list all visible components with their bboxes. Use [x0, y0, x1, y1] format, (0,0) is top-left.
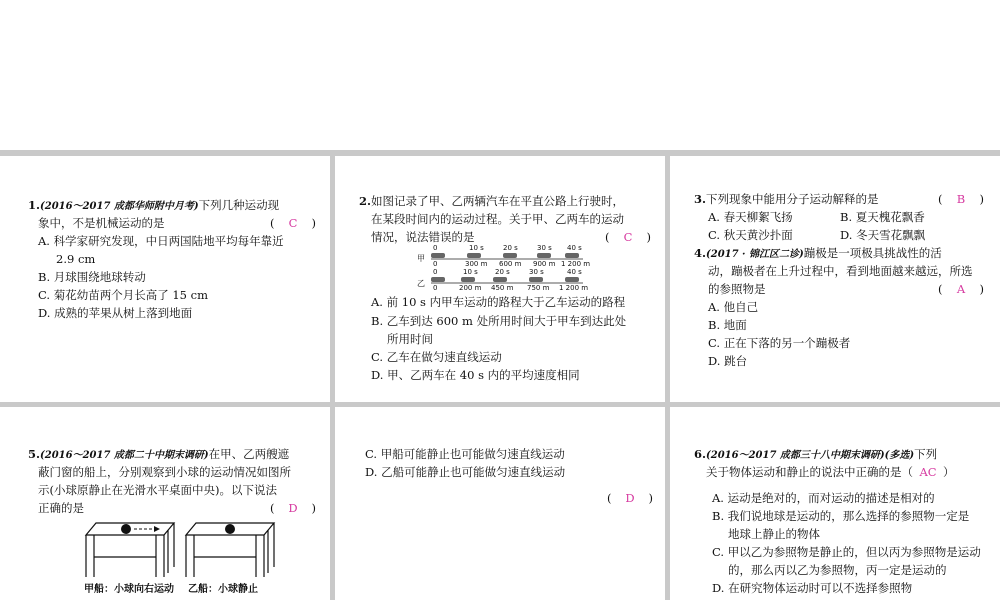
q2-yi-dist-3: 750 m [527, 284, 550, 292]
q1-stem-line-2 [38, 214, 165, 232]
q4-stem-line-3: 的参照物是 [708, 282, 766, 296]
q3-number: 3. [694, 192, 707, 206]
q6-option-a: A. 运动是绝对的，而对运动的描述是相对的 [712, 491, 935, 505]
q2-jia-dist-3: 900 m [533, 260, 556, 268]
q4-stem-line-2: 动，蹦极者在上升过程中，看到地面越来越远，所选 [708, 264, 973, 278]
q2-yi-time-3: 30 s [529, 268, 544, 276]
q2-car-figure [417, 244, 591, 292]
question-1-panel [0, 156, 330, 402]
q2-yi-dist-2: 450 m [491, 284, 514, 292]
q2-yi-dist-4: 1 200 m [559, 284, 589, 292]
q3-option-a: A. 春天柳絮飞扬 [708, 210, 793, 224]
q6-number: 6. [694, 447, 707, 461]
q1-option-a: A. 科学家研究发现，中日两国陆地平均每年靠近 [38, 234, 284, 248]
q2-stem-line-2: 在某段时间内的运动过程。关于甲、乙两车的运动 [371, 212, 624, 226]
q4-number: 4. [694, 246, 707, 260]
q1-option-b: B. 月球围绕地球转动 [38, 270, 146, 284]
q2-stem-line-3: 情况，说法错误的是 [371, 230, 475, 244]
q6-source: (2016～2017 成都三十八中期末调研)(多选) [706, 450, 915, 461]
q5-answer: D [288, 501, 298, 515]
q3-option-b: B. 夏天槐花飘香 [840, 210, 925, 224]
q6-option-b: B. 我们说地球是运动的，那么选择的参照物一定是 [712, 509, 970, 523]
q2-answer: C [623, 230, 633, 244]
q1-stem-1: 下列几种运动现 [198, 198, 280, 212]
q2-option-b: B. 乙车到达 600 m 处所用时间大于甲车到达此处 [371, 314, 627, 328]
q2-option-a: A. 前 10 s 内甲车运动的路程大于乙车运动的路程 [371, 295, 626, 309]
q5-stem-line-4: 正确的是 [38, 501, 84, 515]
q6-option-d: D. 在研究物体运动时可以不选择参照物 [712, 581, 913, 595]
q4-option-c: C. 正在下落的另一个蹦极者 [708, 336, 851, 350]
q1-option-d: D. 成熟的苹果从树上落到地面 [38, 306, 193, 320]
q4-answer-paren: ( A ) [938, 282, 984, 296]
q3-option-c: C. 秋天黄沙扑面 [708, 228, 793, 242]
q2-option-c: C. 乙车在做匀速直线运动 [371, 350, 502, 364]
q2-jia-time-2: 20 s [503, 244, 518, 252]
q3-stem: 下列现象中能用分子运动解释的是 [706, 192, 879, 206]
q5-source: (2016～2017 成都二十中期末调研) [40, 450, 209, 461]
q2-option-b-cont: 所用时间 [387, 332, 433, 346]
q5-tables-drawing [82, 519, 282, 579]
q1-option-c: C. 菊花幼苗两个月长高了 15 cm [38, 288, 208, 302]
question-3-4-panel [670, 156, 1000, 402]
q6-stem-2: 关于物体运动和静止的说法中正确的是（ [706, 465, 913, 479]
q2-number: 2. [359, 194, 372, 208]
q5-cont-answer: D [625, 491, 635, 505]
q4-option-d: D. 跳台 [708, 354, 748, 368]
q6-stem-line-1 [694, 445, 937, 465]
q2-yi-time-1: 10 s [463, 268, 478, 276]
q2-stem-line-1 [359, 192, 624, 210]
q4-option-b: B. 地面 [708, 318, 747, 332]
q6-option-b-cont: 地球上静止的物体 [728, 527, 820, 541]
q2-jia-dist-0: 0 [433, 260, 438, 268]
q6-option-c: C. 甲以乙为参照物是静止的，但以丙为参照物是运动 [712, 545, 981, 559]
q5-cont-answer-paren: ( D ) [607, 491, 653, 505]
q2-jia-time-3: 30 s [537, 244, 552, 252]
q3-stem-line [694, 190, 879, 208]
q4-source: (2017 · 锦江区二诊) [706, 249, 804, 260]
q4-stem-line-1 [694, 244, 942, 264]
q2-yi-dist-0: 0 [433, 284, 438, 292]
q1-option-a-cont: 2.9 cm [56, 252, 96, 266]
q6-option-c-cont: 的，那么丙以乙为参照物，丙一定是运动的 [728, 563, 947, 577]
q2-jia-dist-1: 300 m [465, 260, 488, 268]
q4-stem-1: 蹦极是一项极具挑战性的活 [803, 246, 942, 260]
q3-answer: B [956, 192, 966, 206]
q1-answer: C [288, 216, 298, 230]
q2-jia-dist-4: 1 200 m [561, 260, 591, 268]
q5-answer-paren: ( D ) [270, 501, 316, 515]
q5-stem-line-1 [28, 445, 289, 465]
q4-answer: A [956, 282, 966, 296]
q2-jia-time-1: 10 s [469, 244, 484, 252]
q3-option-d: D. 冬天雪花飘飘 [840, 228, 926, 242]
q2-option-d: D. 甲、乙两车在 40 s 内的平均速度相同 [371, 368, 580, 382]
q2-jia-time-4: 40 s [567, 244, 582, 252]
question-6-panel [670, 407, 1000, 600]
q5-number: 5. [28, 447, 41, 461]
q1-stem-line-1 [28, 196, 279, 216]
q2-stem-1: 如图记录了甲、乙两辆汽车在平直公路上行驶时， [371, 194, 625, 208]
q5-caption-yi: 乙船：小球静止 [188, 584, 258, 595]
q2-yi-time-2: 20 s [495, 268, 510, 276]
q1-number: 1. [28, 198, 41, 212]
q2-jia-dist-2: 600 m [499, 260, 522, 268]
q5-stem-line-3: 示(小球原静止在光滑水平桌面中央)。以下说法 [38, 483, 277, 497]
q2-answer-paren: ( C ) [605, 230, 651, 244]
q2-yi-time-0: 0 [433, 268, 438, 276]
q6-stem-line-2: 关于物体运动和静止的说法中正确的是（ AC ） [706, 465, 955, 479]
q5-stem-line-2: 蔽门窗的船上，分别观察到小球的运动情况如图所 [38, 465, 291, 479]
question-5-continued-panel [335, 407, 665, 600]
q2-jia-time-0: 0 [433, 244, 438, 252]
q1-stem-2: 象中，不是机械运动的是 [38, 216, 165, 230]
question-2-panel [335, 156, 665, 402]
q6-stem-1: 下列 [914, 447, 938, 461]
q5-option-d: D. 乙船可能静止也可能做匀速直线运动 [365, 465, 566, 479]
q2-yi-dist-1: 200 m [459, 284, 482, 292]
question-5-panel [0, 407, 330, 600]
q5-stem-1: 在甲、乙两艘遮 [208, 447, 290, 461]
q1-source: (2016～2017 成都华师附中月考) [40, 201, 199, 212]
q6-answer: AC [919, 465, 937, 479]
q5-option-c: C. 甲船可能静止也可能做匀速直线运动 [365, 447, 565, 461]
q3-answer-paren: ( B ) [938, 192, 984, 206]
q1-answer-paren: ( C ) [270, 216, 316, 230]
q2-yi-label: 乙 [417, 279, 425, 288]
q5-caption-jia: 甲船：小球向右运动 [84, 584, 174, 595]
q2-yi-time-4: 40 s [567, 268, 582, 276]
q4-option-a: A. 他自己 [708, 300, 759, 314]
q2-jia-label: 甲 [417, 254, 425, 263]
